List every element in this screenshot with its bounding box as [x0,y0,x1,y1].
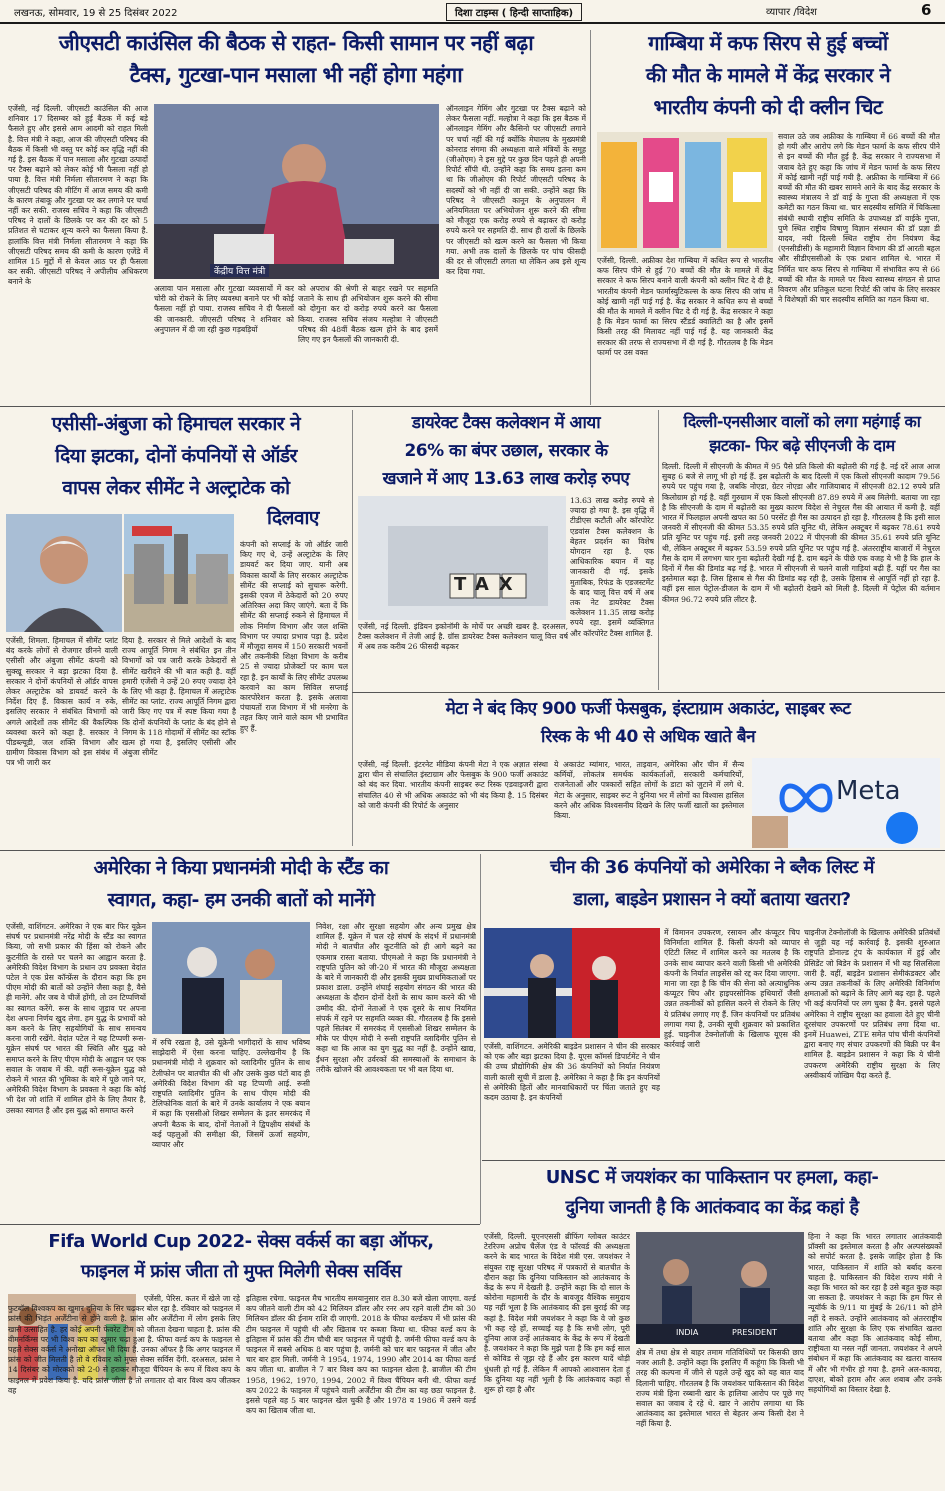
delhi-headline-1: दिल्ली-एनसीआर वालों को लगा महंगाई का [683,412,921,431]
leaders-meeting-illustration [152,922,310,1034]
delhi-body: दिल्ली. दिल्ली में सीएनजी के कीमत में 95 पैसे प्रति किलो की बढ़ोतरी की गई है. नई दरें आज आज सुबह 6 बजे से लागू भी हो गई हैं. इस बढ़ोतरी के बाद दिल्ली में एक किलो सीएनजी कादाम 79.56 रुपये पर पहुंच गया है, जबकि नोएडा, ग्रेटर नोएडा और गाजियाबाद में सीएनजी 82.12 रुपये प्रति किलोग्राम हो गई है. वहीं गुरुग्राम में एक किलो सीएनजी 87.89 रुपये में अब मिलेगी. बताया जा रहा है कि सीएनजी के दाम में बढ़ोतरी का मुख्य कारण विदेश से नेचुरल गैस की आयात में कमी है. वहीं भारत में फिलहाल अपनी खपत का 50 परसेंट ही गैस का उत्पादन हो रहा है. गौरतलब है कि इसी साल जनवरी में सीएनजी की कीमत 53.35 रुपये प्रति यूनिट थी, लेकिन अक्टूबर में बढ़कर 78.61 रुपये प्रति यूनिट पर पहुंच गई. इसी तरह जनवरी 2022 में पीएनजी की कीमत 35.61 रुपये प्रति यूनिट थी, लेकिन अक्टूबर में बढ़कर 53.59 रुपये प्रति यूनिट पर पहुंच गई है. अंतरराष्ट्रीय बाजारों में नेचुरल गैस के दाम में लगभग चार गुना बढ़ोतरी देखी गई है. दाम बढ़ने के पीछे एक वजह ये भी है कि हाल के दिनों में गैस की डिमांड बढ़ गई है. भारत में सीएनजी से चलने वाली गाड़ियां बढ़ी हैं. यहीं पर गैस का इस्तेमाल बढ़ा है. जिस हिसाब से गैस की डिमांड बढ़ रही है, उसके हिसाब से आपूर्ति नहीं हो रहा है. वहीं इस साल पेट्रोल-डीजल के दाम में भी बढ़ोतरी देखने को मिली है. दिल्ली में पेट्रोल की वर्तमान कीमत 96.72 रुपये प्रति लीटर है. [662,462,940,604]
unsc-column-2: हिना ने कहा कि भारत लगातार आतंकवादी प्रॉक्सी का इस्तेमाल करता है और अल्पसंख्यकों को सपोर्ट करता है. इसके जाहिर होता है कि भारत, पाकिस्तान में शांति को बर्बाद करना चाहता है. पाकिस्तान की विदेश राज्य मंत्री ने कहा कि भारत को कर रहा है उसे बहुत कुछ कहा जा सकता है. जयशंकर ने कहा कि हम फिर से न्यूयॉर्क के 9/11 या मुंबई के 26/11 को होने नहीं दे सकते. उन्होंने आतंकवाद को अंतरराष्ट्रीय शांति और सुरक्षा के लिए एक संभावित खतरा बताया और कहा कि आतंकवाद कोई सीमा, राष्ट्रीयता या नस्ल नहीं जानता. जयशंकर ने अपने संबोधन में कहा कि आतंकवाद का खतरा वास्तव में और भी गंभीर हो गया है. हमने अल-कायदा, दाएश, बोको हराम और अल शबाब और उनके सहयोगियों का विस्तार देखा है. [808,1232,942,1395]
acc-headline-2: दिया झटका, दोनों कंपनियों से ऑर्डर [55,445,297,467]
page-number: 6 [921,1,932,19]
jaishankar-photo [636,1232,804,1344]
column-divider [352,410,353,846]
meta-column-1: एजेंसी, नई दिल्ली. इंटरनेट मीडिया कंपनी मेटा ने एक अज्ञात संस्था द्वारा चीन से संचालित इंस्टाग्राम और फेसबुक के 900 फर्जी अकाउंट को बंद कर दिया. भारतीय कंपनी साइबर रूट रिस्क एडवाइजरी द्वारा संचालित 40 से भी अधिक अकाउंट को भी बंद किया है. 15 दिसंबर को जारी कंपनी की रिपोर्ट के अनुसार [358,760,548,810]
tax-column-right: 13.63 लाख करोड़ रुपये से ज्यादा हो गया है. इस वृद्धि में टीडीएस कटौती और कॉरपोरेट एडवांस टैक्स कलेक्शन के बेहतर प्रदर्शन का विशेष योगदान रहा है. एक आधिकारिक बयान में यह जानकारी दी गई. इसके मुताबिक, रिफंड के एडजस्टमेंट के बाद चालू वित्त वर्ष में अब तक नेट डायरेक्ट टैक्स कलेक्शन 11.35 लाख करोड़ रुपये रहा. इसमें व्यक्तिगत और कॉरपोरेट टैक्स शामिल हैं. [570,496,654,638]
gst-photo [154,104,439,279]
tax-headline-2: 26% का बंपर उछाल, सरकार के [404,441,608,461]
meta-column-2: ये अकाउंट म्यांमार, भारत, ताइवान, अमेरिका और चीन में सैन्य कर्मियों, लोकतंत्र समर्थक कार्यकर्ताओं, सरकारी कर्मचारियों, राजनेताओं और पत्रकारों सहित लोगों के डाटा को जुटाने में लगे थे. मेटा के अनुसार, साइबर रूट ने दुनिया भर में लोगों का विश्वास हासिल करने और अधिक विश्वसनीय दिखने के लिए फर्जी खातों का इस्तेमाल किया. [554,760,744,821]
section-divider [0,1224,480,1225]
meta-logo-text: Meta [836,776,901,806]
syrup-bottles-illustration [597,132,773,252]
gambia-column-2: एजेंसी, दिल्ली. अफ्रीका देश गाम्बिया में कथित रूप से भारतीय कफ सिरप पीने से हुई 70 बच्चों की मौत के मामले में केंद्र सरकार ने कफ सिरप बनाने वाली कंपनी को क्लीन चिट दे दी है. भारतीय कंपनी मेडन फार्मास्युटिकल्स के कफ सिरप की जांच में कोई खामी नहीं पाई गई है. केंद्र सरकार ने कथित रूप से बच्चों की मौत के मामले में क्लीन चिट दे दी गई है. केंद्र सरकार ने कहा है कि मेडन फार्मा का सिरप स्टैंडर्ड क्वालिटी का है और इसमें किसी तरह की मिलावट नहीं पाई गई है. यह जानकारी केंद्र सरकार की तरफ से राज्यसभा में दी गई है. गौरतलब है कि मेडन फार्मा पर उस वक्त [597,256,773,357]
section-label: व्यापार /विदेश [766,7,817,18]
tax-headline-3: खजाने में आए 13.63 लाख करोड़ रुपए [382,469,630,489]
fifa-headline-2: फाइनल में फ्रांस जीता तो मुफ्त मिलेगी सेक्स सर्विस [80,1261,402,1282]
china-headline-1: चीन की 36 कंपनियों को अमेरिका ने ब्लैक लिस्ट में [550,857,874,878]
acc-column-2: दिया है. सरकार से मिले आदेशों के बाद राज्य आपूर्ति निगम ने संबंधित इन तीन विभागों को पत्र जारी करके ठेकेदारों से सीमेंट खरीदने की भी बात कही है. वहीं हमारी एजेंसी ने उन्हें 20 रुपए ज्यादा देने के लिए भी कहा है. हिमाचल में अल्ट्राटेक सीमेंट का प्लांट. राज्य आपूर्ति निगम द्वारा जारी किए गए पत्र में स्पष्ट किया गया है कि दोनों कंपनियों के प्लांट के बंद होने से निगम के 118 गोदामों में सीमेंट का स्टॉक खत्म हो गया है, इसलिए एसीसी और अंबुजा सीमेंट [122,636,236,758]
gst-photo-caption: केंद्रीय वित्त मंत्री [210,264,269,277]
section-divider [0,406,945,407]
unsc-headline-1: UNSC में जयशंकर का पाकिस्तान पर हमला, कहा- [545,1167,879,1188]
tax-headline-1: डायरेक्ट टैक्स कलेक्शन में आया [411,413,601,433]
modi-headline-2: स्वागत, कहा- हम उनकी बातों को मानेंगे [107,889,375,911]
column-divider [658,410,659,690]
unsc-nameplate-india: INDIA [676,1328,699,1337]
cough-syrup-photo [597,132,773,252]
china-column-3: एजेंसी, वाशिंगटन. अमेरिकी बाइडेन प्रशासन ने चीन की सरकार को एक और बड़ा झटका दिया है. यूएस कॉमर्स डिपार्टमेंट ने चीन की उच्च प्रौद्योगिकी क्षेत्र की 36 कंपनियों को निर्यात नियंत्रण वाली काली सूची में डाला है. अमेरिका ने कहा है कि इन कंपनियों से अमेरिकी हितों और मानवाधिकारों पर चिंता जताते हुए यह कदम उठाया है. इन कंपनियों [484,1042,660,1103]
unsc-column-1: एजेंसी, दिल्ली. यूएनएससी ब्रीफिंग ग्लोबल काउंटर टेररिज्म अप्रोच चैलेंज एंड वे फॉरवर्ड की अध्यक्षता करने के बाद भारत के विदेश मंत्री एस. जयशंकर ने संयुक्त राष्ट्र सुरक्षा परिषद में पत्रकारों से बातचीत के दौरान कहा कि दुनिया पाकिस्तान को आतंकवाद के केंद्र के रूप में देखती है. उन्होंने कहा कि दो साल के कोरोना महामारी के दौर के बावजूद वैश्विक समुदाय यह नहीं भूला है कि आतंकवाद की इस बुराई की जड़ कहां है. विदेश मंत्री जयशंकर ने कहा कि वे जो कुछ भी कह रहे हों, सच्चाई यह है कि सभी लोग, पूरी दुनिया आज उन्हें आतंकवाद के केंद्र के रूप में देखती है. जयशंकर ने कहा कि मुझे पता है कि हम कई साल से कोविड से जूझ रहे हैं और इस कारण यादें थोड़ी धुंधली हो गई हैं. लेकिन मैं आपको आश्वासन देता हूं कि दुनिया यह नहीं भूली है कि आतंकवाद कहां से शुरू हो रहा है और [484,1232,630,1395]
tax-word: TAX [454,574,523,595]
modi-headline-1: अमेरिका ने किया प्रधानमंत्री मोदी के स्टैंड का [93,857,389,879]
meta-headline-2: रिस्क के भी 40 से अधिक खाते बैन [540,727,756,747]
unsc-headline-2: दुनिया जानती है कि आतंकवाद का केंद्र कहां है [565,1197,859,1218]
flags-handshake-illustration [484,928,660,1038]
section-divider [352,692,945,693]
acc-column-1: एजेंसी, शिमला. हिमाचल में सीमेंट प्लांट बंद करके लोगों से रोजगार छीनने वाली एसीसी और अंबुजा सीमेंट कंपनी को सुक्खू सरकार ने बड़ा झटका दिया है. सरकार ने दोनों कंपनियों से ऑर्डर वापस लेकर अल्ट्राटेक को डायवर्ट करने के निर्देश दिए हैं. विकास कार्य न रुके, इसलिए सरकार ने संबंधित विभागों को अगले आदेशों तक सीमेंट की वैकल्पिक व्यवस्था करने को कहा है. सरकार ने पीडब्ल्यूडी, जल शक्ति विभाग और ग्रामीण विकास विभाग को इस संबंध में पत्र भी जारी कर [6,636,118,768]
issue-date: लखनऊ, सोमवार, 19 से 25 दिसंबर 2022 [14,8,178,19]
meta-headline-1: मेटा ने बंद किए 900 फर्जी फेसबुक, इंस्टाग्राम अकाउंट, साइबर रूट [445,699,851,719]
tax-column-left: एजेंसी, नई दिल्ली. इंडियन इकोनॉमी के मोर्चे पर अच्छी खबर है. दरअसल, टैक्स कलेक्शन में तेजी आई है. ग्रॉस डायरेक्ट टैक्स कलेक्शन चालू वित्त वर्ष में अब तक करीब 26 फीसदी बढ़कर [358,622,568,652]
person-portrait-illustration [6,514,122,632]
column-divider [480,854,481,1224]
gambia-headline-1: गाम्बिया में कफ सिरप से हुई बच्चों [648,31,888,55]
gst-column-3: को अपराध की श्रेणी से बाहर रखने पर सहमति जताने के साथ ही अभियोजन शुरू करने की सीमा को दोगुना कर दो करोड़ रुपये करने का फैसला किया. राजस्व सचिव संजय मल्होत्रा ने जीएसटी परिषद की 48वीं बैठक खत्म होने के बाद इसमें लिए गए इन फैसलों की जानकारी दी. [298,284,438,345]
gst-column-2: अलावा पान मसाला और गुटखा व्यवसायों में कर चोरी को रोकने के लिए व्यवस्था बनाने पर भी कोई फैसला नहीं हो पाया. राजस्व सचिव ने दी फैसलों की जानकारी. जीएसटी परिषद ने शनिवार को अनुपालन में दी जा रही कुछ गड़बड़ियों [154,284,294,334]
sukhu-photo [6,514,122,632]
factory-illustration [124,514,234,632]
xi-biden-photo [484,928,660,1038]
modi-column-1: एजेंसी, वाशिंगटन. अमेरिका ने एक बार फिर यूक्रेन संघर्ष पर प्रधानमंत्री नरेंद्र मोदी के स्टैंड का स्वागत किया, जो सभी प्रकार की हिंसा को रोकने और कूटनीति के रास्ते पर चलने का आह्वान करता है. अमेरिकी विदेश विभाग के प्रधान उप प्रवक्ता वेदांत पटेल ने एक प्रेस कॉन्फ्रेंस के दौरान कहा कि हम पीएम मोदी की बातों को उन्होंने जैसा कहा है, वैसे ही मानेंगे. और जब वे चीजें होंगी, तो उन टिप्पणियों का स्वागत करेंगे. रूस के साथ जुड़ाव पर अपना देश अपना निर्णय खुद लेगा. हम युद्ध के प्रभावों को कम करने के लिए सहयोगियों के साथ समन्वय करना जारी रखेंगे. वेदांत पटेल ने यह टिप्पणी रूस-यूक्रेन संघर्ष पर भारत की स्थिति और युद्ध को समाप्त करने के लिए पीएम मोदी के आह्वान पर एक सवाल के जवाब में की. वहीं रूस-यूक्रेन युद्ध को रोकने में भारत की भूमिका के बारे में पूछे जाने पर, अमेरिकी विदेश विभाग के प्रवक्ता ने कहा कि कोई भी देश जो शांति में शामिल होने के लिए तैयार है, उसका स्वागत है और इस युद्ध को समाप्त करने [6,922,146,1115]
fifa-column-1: एजेंसी, पेरिस. कतर में खेले जा रहे फुटबॉल विश्वकप का खुमार दुनिया के सिर चढ़कर बोल रहा है. रविवार को फाइनल में फ्रांस की भिड़ंत अर्जेंटीना से होने वाली है. फ्रांस और अर्जेंटीना में लोग इसके लिए खासे उत्साहित है. हर कोई अपनी फेवरेट टीम को जीतता देखना चाहता है. फ्रांस की वीमनर्किंग्स पर भी विश्व कप का खुमार चढ़ा हुआ है. फीफा वर्ल्ड कप के फाइनल से पहले सेक्स वर्कर्स ने अनोखा ऑफर भी दिया है. उनका ऑफर है कि अगर फाइनल में फ्रांस को जीत मिलती है तो वे रविवार को मुफ्त सेक्स सर्विस देंगी. दरअसल, फ्रांस ने 14 दिसंबर को मोरक्को को 2-0 से हराकर मौजूदा चैंपियन के रूप में विश्व कप के फाइनल में प्रवेश किया है. यदि फ्रांस जीता है तो लगातार दो बार विश्व कप जीतकर वह [8,1294,240,1395]
acc-headline-4: दिलवाए [267,507,319,529]
acc-column-3: कंपनी को सप्लाई के जो ऑर्डर जारी किए गए थे, उन्हें अल्ट्राटेक के लिए डायवर्ट कर दिया जाए. यानी अब विकास कार्यों के लिए सरकार अल्ट्राटेक सीमेंट की सप्लाई को सुचारू करेगी. इसकी एवज में ठेकेदारों को 20 रुपए अतिरिक्त अदा किए जाएंगे. बता दें कि सीमेंट की सप्लाई रुकने से हिमाचल में लोक निर्माण विभाग और जल शक्ति विभाग पर ज्यादा प्रभाव पड़ा है. प्रदेश में मौजूदा समय में 150 सरकारी भवनों और तकनीकी शिक्षा विभाग के करीब 25 से ज्यादा प्रोजेक्टों पर काम चल रहा है. इन कार्यों के लिए सीमेंट उपलब्ध करवाने का काम सिविल सप्लाई कारपोरेशन करता है. इसके अलावा पंचायतों राज विभाग में भी मनरेगा के तहत किए जाने वाले काम भी प्रभावित हुए हैं. [240,540,348,733]
page-header [0,0,945,24]
masthead: दिशा टाइम्स ( हिन्दी साप्ताहिक) [446,3,582,21]
section-divider [0,850,945,851]
section-divider [482,1160,945,1161]
column-divider [590,30,591,405]
sitharaman-photo-illustration [154,104,439,279]
unsc-podium-illustration [636,1232,804,1344]
acc-headline-3: वापस लेकर सीमेंट ने अल्ट्राटेक को [62,477,290,499]
modi-biden-photo [152,922,310,1034]
gst-column-4: ऑनलाइन गेमिंग और गुटखा पर टैक्स बढ़ाने को लेकर फैसला नहीं. मल्होत्रा ने कहा कि इस बैठक में ऑनलाइन गेमिंग और कैसिनो पर जीएसटी लगाने पर चर्चा नहीं की गई क्योंकि मेघालय के मुख्यमंत्री कोनराड संगमा की अध्यक्षता वाले मंत्रियों के समूह (जीओएम) ने इस मुद्दे पर कुछ दिन पहले ही अपनी रिपोर्ट सौंपी थी. उन्होंने कहा कि समय इतना कम था कि जीओएम की रिपोर्ट जीएसटी परिषद के सदस्यों को भी नहीं दी जा सकी. उन्होंने कहा कि परिषद ने जीएसटी कानून के अनुपालन में अनियमितता पर अभियोजन शुरू करने की सीमा को मौजूदा एक करोड़ रुपये से बढ़ाकर दो करोड़ रुपये करने पर सहमति दी. साथ ही दालों के छिलके पर जीएसटी को खत्म करने का फैसला भी किया गया. अभी तक दालों के छिलके पर पांच फीसदी की दर से जीएसटी लगता था लेकिन अब इसे शून्य कर दिया गया. [446,104,586,277]
unsc-nameplate-president: PRESIDENT [732,1328,777,1337]
gambia-headline-2: की मौत के मामले में केंद्र सरकार ने [645,63,891,87]
tax-blocks-illustration [358,496,566,620]
fifa-headline-1: Fifa World Cup 2022- सेक्स वर्कर्स का बड़ा ऑफर, [48,1231,434,1252]
delhi-headline-2: झटका- फिर बढ़े सीएनजी के दाम [709,436,895,455]
meta-logo-photo [752,758,940,848]
unsc-column-3: क्षेत्र में तथा क्षेत्र से बाहर तमाम गतिविधियों पर किसकी छाप नजर आती है. उन्होंने कहा कि इसलिए मैं कहूंगा कि किसी भी तरह की कल्पना में जीने से पहले उन्हें खुद को यह बात याद दिलानी चाहिए. गौरतलब है कि जयशंकर पाकिस्तान की विदेश राज्य मंत्री हिना रब्बानी खार के हालिया आरोप पर पूछे गए सवाल का जवाब दे रहे थे. खार ने आरोप लगाया था कि आतंकवाद का इस्तेमाल भारत से बेहतर अन्य किसी देश ने नहीं किया है. [636,1348,804,1429]
gst-headline-1: जीएसटी काउंसिल की बैठक से राहत- किसी सामान पर नहीं बढ़ा [58,31,534,55]
cement-plant-photo [124,514,234,632]
tax-photo [358,496,566,620]
modi-column-2: में रुचि रखता है, उसे यूक्रेनी भागीदारों के साथ भविष्य साझेदारी में ऐसा करना चाहिए. उल्लेखनीय है कि प्रधानमंत्री मोदी ने शुक्रवार को व्लादिमीर पुतिन के साथ टेलीफोन पर बातचीत की थी और उसके कुछ घंटों बाद ही अमेरिकी विदेश विभाग की यह टिप्पणी आई. रूसी राष्ट्रपति व्लादिमीर पुतिन के साथ पीएम मोदी की टेलिफोनिक वार्ता के बारे में उनके कार्यालय ने एक बयान में कहा कि एससीओ शिखर सम्मेलन के इतर समरकंद में अपनी बैठक के बाद, दोनों नेताओं ने द्विपक्षीय संबंधों के कई पहलुओं की समीक्षा की, जिसमें ऊर्जा सहयोग, व्यापार और [152,1038,310,1150]
gambia-column-1: सवाल उठे जब अफ्रीका के गाम्बिया में 66 बच्चों की मौत हो गयी और आरोप लगे कि मेडन फार्मा के कफ सीरप पीने से इन बच्चों की मौत हुई है. केंद्र सरकार ने राज्यसभा में जवाब देते हुए कहा कि जांच में मेडन फार्मा के कफ सिरप में कोई खामी नहीं पाई गयी है. अफ्रीका के गाम्बिया में 66 बच्चों की मौत की खबर सामने आने के बाद केंद्र सरकार के स्वास्थ्य मंत्रालय ने डॉ वाई के गुप्ता की अध्यक्षता में एक कमेटी का गठन किया था. चार सदस्यीय समिति में चिकित्सा संबंधी स्थायी राष्ट्रीय समिति के उपाध्यक्ष डॉ वाईके गुप्ता, पुणे स्थित राष्ट्रीय विषाणु विज्ञान संस्थान की डॉ प्रज्ञा डी यादव, नयी दिल्ली स्थित राष्ट्रीय रोग नियंत्रण केंद्र (एनसीडीसी) के महामारी विज्ञान विभाग की डॉ आरती बहल और सीडीएससीओ के एक प्रधान शामिल थे. भारत में निर्मित चार कफ सिरप से गाम्बिया में संभावित रूप से 66 बच्चों की मौत के मामले पर विश्व स्वास्थ्य संगठन से प्राप्त विवरण और प्रतिकूल घटना रिपोर्ट की जांच के लिए सरकार ने विशेषज्ञों की चार सदस्यीय समिति का गठन किया था. [778,132,940,305]
gst-column-1: एजेंसी, नई दिल्ली. जीएसटी काउंसिल की आज शनिवार 17 दिसम्बर को हुई बैठक में कई बड़े फैसले हुए और इससे आम आदमी को राहत मिली है. वित्त मंत्री ने कहा, आज की जीएसटी परिषद की बैठक में किसी भी वस्तु पर कोई कर वृद्धि नहीं की गई है. इस बैठक में पान मसाला और गुटखा उत्पादों पर टैक्स बढ़ाने को लेकर कोई भी फैसला नहीं हो पाया है. वित्त मंत्री निर्मला सीतारमण ने कहा कि जीएसटी परिषद की मीटिंग में आज समय की कमी के कारण तंबाकू और गुटखा पर कर लगाने पर चर्चा नहीं कर सकी. राजस्व सचिव ने कहा कि जीएसटी परिषद ने दालों के छिलके पर कर की दर को 5 प्रतिशत से घटाकर शून्य करने का फैसला किया है. हालांकि वित्त मंत्री निर्मला सीतारमण ने कहा कि जीएसटी परिषद समय की कमी के कारण एजेंडे में शामिल 15 मुद्दों में से केवल आठ पर ही फैसला कर सकी. जीएसटी परिषद ने अपीलीय अधिकरण बनाने के [8,104,148,287]
gst-headline-2: टैक्स, गुटखा-पान मसाला भी नहीं होगा महंगा [129,63,463,87]
china-column-1: में विमानन उपकरण, रसायन और कंप्यूटर चिप विनिर्माता शामिल हैं. किसी कंपनी को व्यापार एंटिटी लिस्ट में शामिल करने का मतलब है कि उनके साथ व्यापार करने वाली किसी भी अमेरिकी कंपनी के निर्यात लाइसेंस को रद्द कर दिया जाएगा. माना जा रहा है कि चीन की सेना को अत्याधुनिक कंप्यूटर चिप और हाइपरसोनिक हथियारों जैसी उन्नत तकनीकों को हासिल करने से रोकने के लिए ये प्रतिबंध लगाए गए हैं. जिन कंपनियों पर प्रतिबंध लगाया गया है, उनकी सूची शुक्रवार को प्रकाशित हुई. चाइनीज टेक्नोलॉजी के खिलाफ यूएस की कार्रवाई जारी [664,928,800,1050]
china-headline-2: डाला, बाइडेन प्रशासन ने क्यों बताया खतरा? [573,889,851,910]
acc-headline-1: एसीसी-अंबुजा को हिमाचल सरकार ने [51,413,301,435]
gambia-headline-3: भारतीय कंपनी को दी क्लीन चिट [653,95,883,119]
modi-column-3: निवेश, रक्षा और सुरक्षा सहयोग और अन्य प्रमुख क्षेत्र शामिल हैं. यूक्रेन में चल रहे संघर्ष के संदर्भ में प्रधानमंत्री मोदी ने बातचीत और कूटनीति को ही आगे बढ़ने का एकमात्र रास्ता बताया. पीएमओ ने कहा कि प्रधानमंत्री ने राष्ट्रपति पुतिन को जी-20 में भारत की मौजूदा अध्यक्षता के बारे में जानकारी दी और इसकी मुख्य प्राथमिकताओं पर प्रकाश डाला. उन्होंने शंघाई सहयोग संगठन की भारत की अध्यक्षता के दौरान दोनों देशों के साथ काम करने की भी उम्मीद की. दोनों नेताओं ने एक दूसरे के साथ नियमित संपर्क में रहने पर सहमति व्यक्त की. गौरतलब है कि इससे पहले सितंबर में समरकंद में एससीओ शिखर सम्मेलन के मौके पर पीएम मोदी ने रूसी राष्ट्रपति व्लादिमीर पुतिन से कहा था कि आज का युग युद्ध का नहीं है. उन्होंने खाद्य, ईंधन सुरक्षा और उर्वरकों की समस्याओं के समाधान के तरीके खोजने की आवश्यकता पर भी बल दिया था. [316,922,476,1074]
china-column-2: चाइनीज टेक्नोलॉजी के खिलाफ अमेरिकी प्रतिबंधों से जुड़ी यह नई कार्रवाई है. इसकी शुरुआत राष्ट्रपति डोनाल्ड ट्रंप के कार्यकाल में हुई और प्रेसिडेंट जो बिडेन के प्रशासन में भी यह सिलसिला जारी है. वहीं, बाइडेन प्रशासन सेमीकंडक्टर और अन्य उन्नत तकनीकों के लिए अमेरिकी विनिर्माण क्षमताओं को बढ़ाने के लिए आगे बढ़ रहा है. पहले भी कई कंपनियों पर लग चुका है बैन. इससे पहले अमेरिका ने राष्ट्रीय सुरक्षा का हवाला देते हुए चीनी दूरसंचार उपकरणों पर प्रतिबंध लगा दिया था. इनमें Huawei, ZTE समेत पांच चीनी कंपनियों द्वारा बनाए गए संचार उपकरणों की बिक्री पर बैन शामिल है. बाइडेन प्रशासन ने कहा कि ये चीनी उपकरण अमेरिकी राष्ट्रीय सुरक्षा के लिए अस्वीकार्य जोखिम पैदा करते हैं. [804,928,940,1080]
fifa-column-2: इतिहास रचेगा. फाइनल मैच भारतीय समयानुसार रात 8.30 बजे खेला जाएगा. वर्ल्ड कप जीतने वाली टीम को 42 मिलियन डॉलर और रनर अप रहने वाली टीम को 30 मिलियन डॉलर की ईनाम राशि दी जाएगी. 2018 के फीफा वर्ल्डकप में भी फ्रांस की टीम फाइनल में पहुंची थी और खिताब पर कब्जा किया था. फीफा वर्ल्ड कप के इतिहास में फ्रांस की टीम चौथी बार फाइनल में पहुंची है. जर्मनी फीफा वर्ल्ड कप के फाइनल में सबसे अधिक 8 बार पहुंचा है. जर्मनी को चार बार फाइनल में जीत और चार बार हार मिली. जर्मनी ने 1954, 1974, 1990 और 2014 का फीफा वर्ल्ड कप जीता था. ब्राजील ने 7 बार विश्व कप का फाइनल खेला है. ब्राजील की टीम 1958, 1962, 1970, 1994, 2002 में विश्व चैंपियन बनी थी. फीफा वर्ल्ड कप 2022 के फाइनल में पहुंचने वाली अर्जेंटीना की टीम का यह छठा फाइनल है. इससे पहले वह 5 बार फाइनल खेल चुकी है और 1978 व 1986 में उसने वर्ल्ड कप का खिताब जीता था. [246,1294,476,1416]
